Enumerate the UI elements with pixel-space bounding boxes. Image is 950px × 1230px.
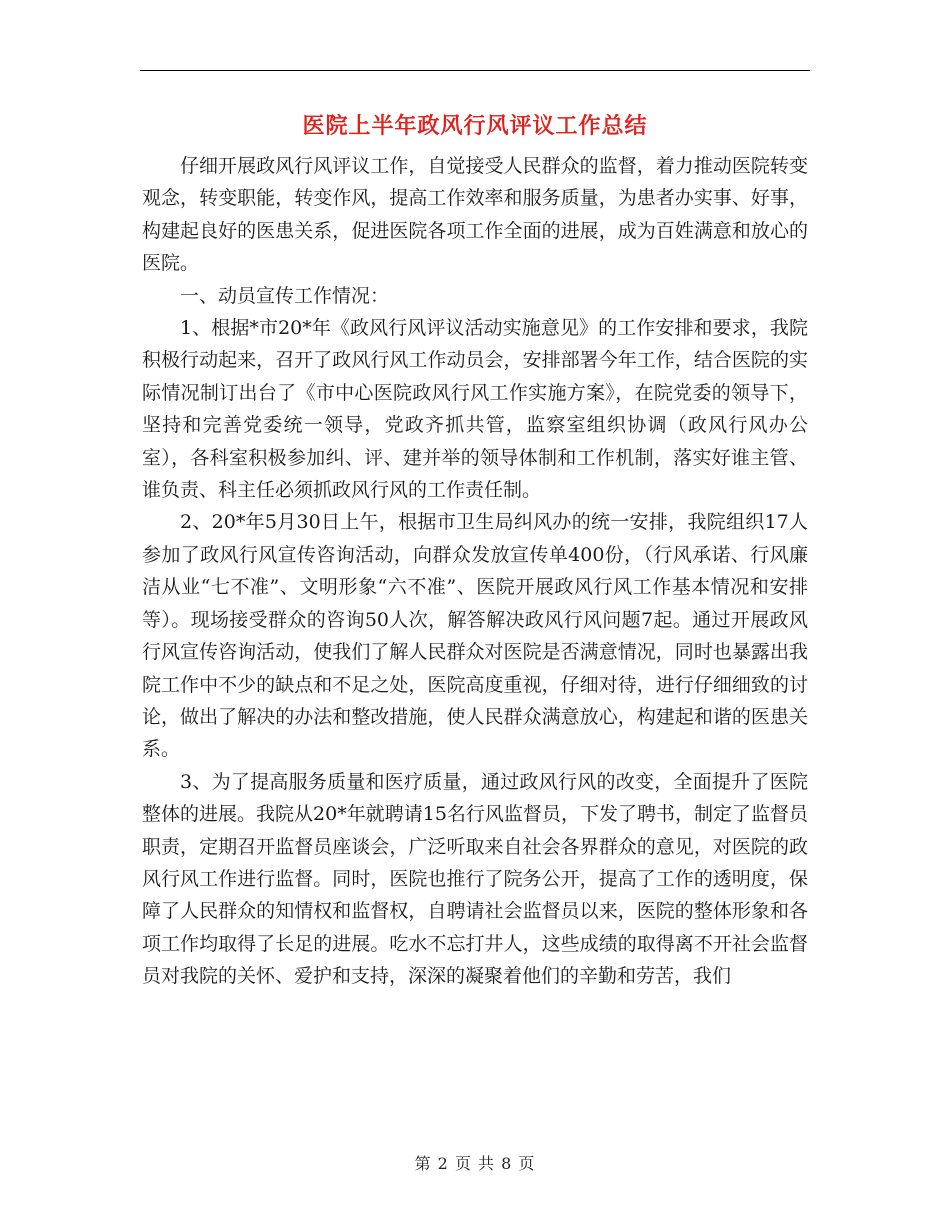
intro-paragraph: 仔细开展政风行风评议工作，自觉接受人民群众的监督，着力推动医院转变观念，转变职能，转变作风，提高工作效率和服务质量，为患者办实事、好事，构建起良好的医患关系，促进医院各项工作全面的进展，成为百姓满意和放心的医院。 [142,155,808,275]
document-title: 医院上半年政风行风评议工作总结 [302,113,648,139]
header-rule [140,70,810,71]
section-heading: 一、动员宣传工作情况： [180,284,390,307]
page-number: 第 2 页 共 8 页 [414,1154,536,1173]
document-body [142,150,808,993]
body-paragraph-2: 2、20*年5月30日上午，根据市卫生局纠风办的统一安排，我院组织17人参加了政风行风宣传咨询活动，向群众发放宣传单400份，（行风承诺、行风廉洁从业“七不准”、文明形象“六不准”、医院开展政风行风工作基本情况和安排等）。现场接受群众的咨询50人次，解答解决政风行风问题7起。通过开展政风行风宣传咨询活动，使我们了解人民群众对医院是否满意情况，同时也暴露出我院工作中不少的缺点和不足之处，医院高度重视，仔细对待，进行仔细细致的讨论，做出了解决的办法和整改措施，使人民群众满意放心，构建起和谐的医患关系。 [142,511,808,761]
body-paragraph-1: 1、根据*市20*年《政风行风评议活动实施意见》的工作安排和要求，我院积极行动起来，召开了政风行风工作动员会，安排部署今年工作，结合医院的实际情况制订出台了《市中心医院政风行风工作实施方案》，在院党委的领导下，坚持和完善党委统一领导，党政齐抓共管，监察室组织协调（政风行风办公室），各科室积极参加纠、评、建并举的领导体制和工作机制，落实好谁主管、谁负责、科主任必须抓政风行风的工作责任制。 [142,317,808,502]
body-paragraph-3: 3、为了提高服务质量和医疗质量，通过政风行风的改变，全面提升了医院整体的进展。我院从20*年就聘请15名行风监督员，下发了聘书，制定了监督员职责，定期召开监督员座谈会，广泛听取来自社会各界群众的意见，对医院的政风行风工作进行监督。同时，医院也推行了院务公开，提高了工作的透明度，保障了人民群众的知情权和监督权，自聘请社会监督员以来，医院的整体形象和各项工作均取得了长足的进展。吃水不忘打井人，这些成绩的取得离不开社会监督员对我院的关怀、爱护和支持，深深的凝聚着他们的辛勤和劳苦，我们 [142,770,808,988]
